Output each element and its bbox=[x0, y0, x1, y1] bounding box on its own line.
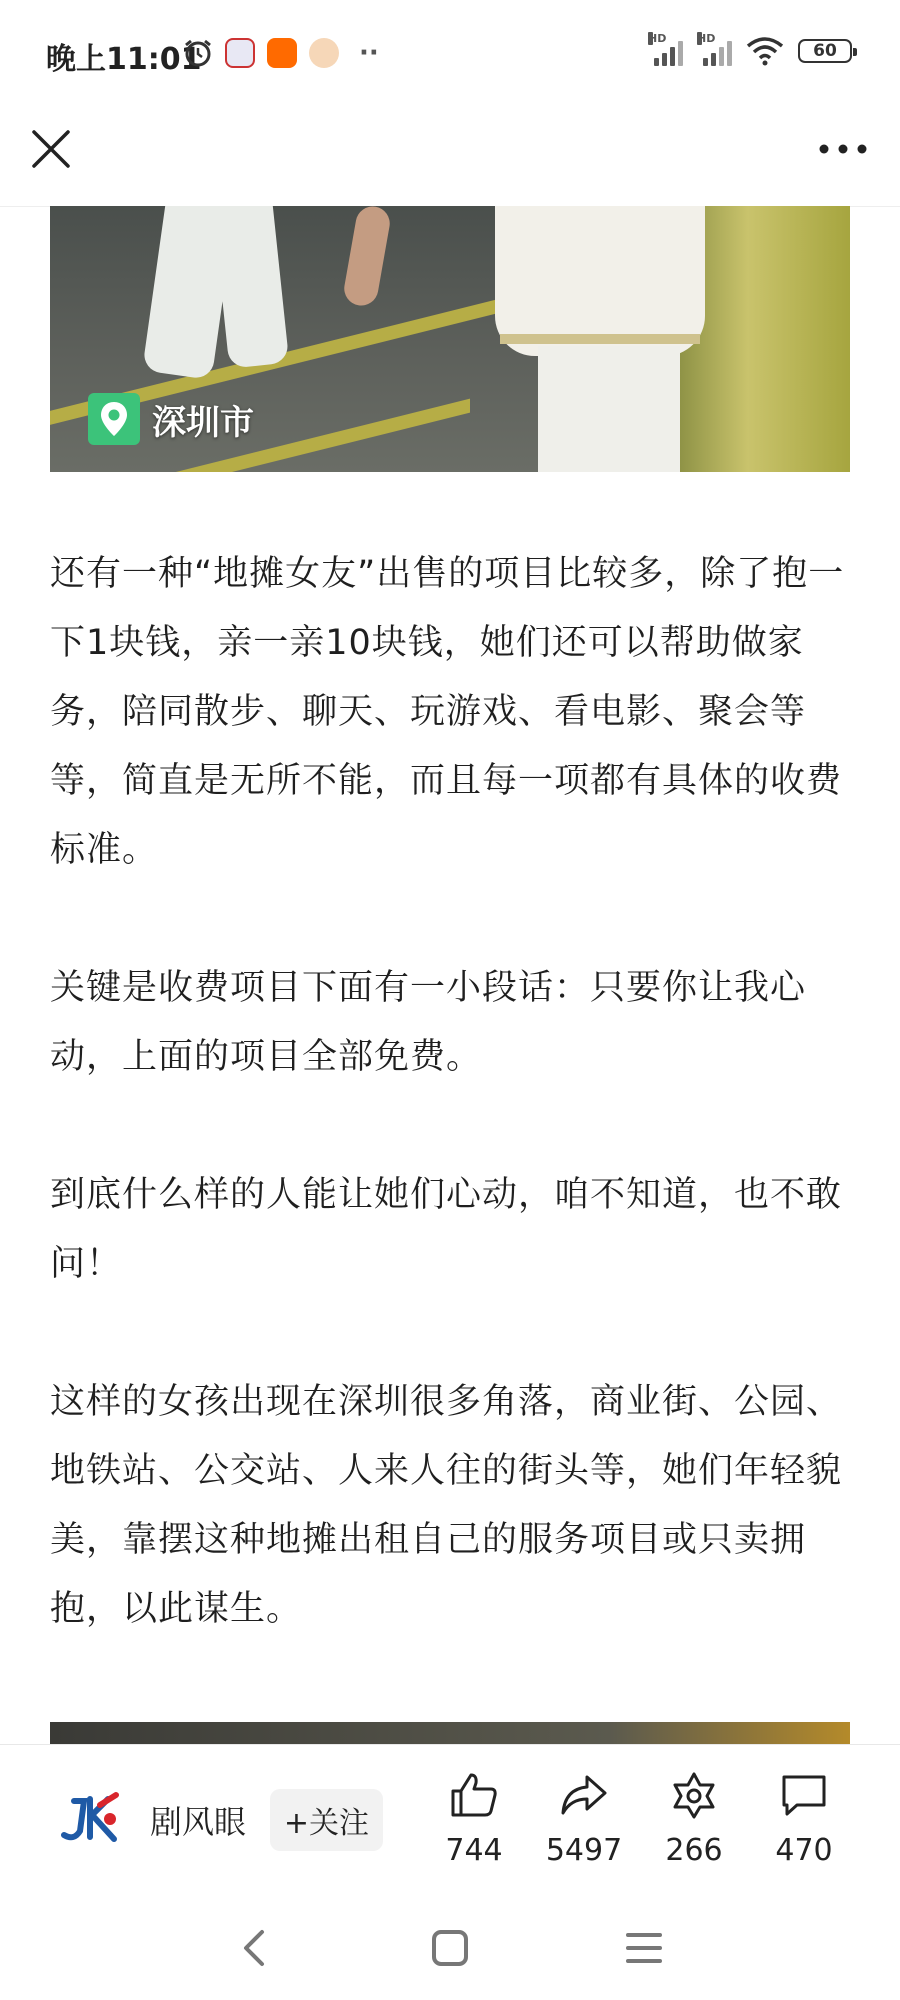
location-label: 深圳市 bbox=[152, 402, 254, 443]
photo-leg bbox=[211, 206, 289, 369]
status-system-icons bbox=[648, 32, 852, 66]
favorite-count: 266 bbox=[665, 1833, 723, 1868]
article-body bbox=[50, 540, 856, 1713]
like-count: 744 bbox=[445, 1833, 503, 1868]
share-count: 5497 bbox=[545, 1833, 623, 1868]
back-icon[interactable] bbox=[232, 1924, 280, 1972]
photo-skirt-hem bbox=[500, 334, 700, 344]
cartoon-app-icon bbox=[309, 38, 339, 68]
wifi-icon bbox=[746, 36, 784, 66]
author-name[interactable]: 剧风眼 bbox=[150, 1803, 247, 1841]
photo-dress bbox=[538, 346, 680, 472]
photo-leg bbox=[342, 206, 393, 308]
signal-icon: HD bbox=[648, 36, 683, 66]
top-navigation-bar bbox=[0, 110, 900, 207]
status-time: 晚上11:01 bbox=[46, 42, 202, 77]
article-paragraph: 到底什么样的人能让她们心动，咱不知道，也不敢问！ bbox=[50, 1175, 843, 1284]
thumbs-up-icon bbox=[449, 1771, 499, 1819]
menu-icon[interactable] bbox=[620, 1924, 668, 1972]
favorite-star-icon bbox=[669, 1771, 719, 1819]
location-pin-icon bbox=[88, 393, 140, 445]
more-horizontal-icon[interactable] bbox=[816, 134, 870, 164]
comment-count: 470 bbox=[775, 1833, 833, 1868]
status-bar bbox=[0, 0, 900, 110]
article-paragraph: 这样的女孩出现在深圳很多角落，商业街、公园、地铁站、公交站、人来人往的街头等，她们年轻貌美，靠摆这种地摊出租自己的服务项目或只卖拥抱，以此谋生。 bbox=[50, 1382, 843, 1629]
article-image[interactable] bbox=[50, 206, 850, 472]
bottom-action-bar bbox=[0, 1744, 900, 1895]
close-icon[interactable] bbox=[28, 126, 74, 172]
comment-icon bbox=[779, 1771, 829, 1819]
more-notifications-icon: ·· bbox=[359, 38, 379, 68]
article-paragraph: 还有一种“地摊女友”出售的项目比较多，除了抱一下1块钱，亲一亲10块钱，她们还可以帮助做家务，陪同散步、聊天、玩游戏、看电影、聚会等等，简直是无所不能，而且每一项都有具体的收费标准。 bbox=[50, 554, 845, 870]
like-button[interactable] bbox=[419, 1771, 529, 1868]
article-image-2[interactable] bbox=[50, 1722, 850, 1744]
location-tag bbox=[88, 392, 254, 446]
app-notification-icon bbox=[225, 38, 255, 68]
mi-app-icon bbox=[267, 38, 297, 68]
system-navigation-bar bbox=[0, 1894, 900, 2000]
signal-icon-2: HD bbox=[697, 36, 732, 66]
alarm-icon bbox=[183, 38, 213, 68]
battery-icon: 60 bbox=[798, 39, 852, 63]
photo-pillar bbox=[680, 206, 850, 472]
share-icon bbox=[559, 1771, 609, 1819]
favorite-button[interactable] bbox=[639, 1771, 749, 1868]
status-notification-icons bbox=[183, 38, 379, 68]
share-button[interactable] bbox=[529, 1771, 639, 1868]
author-logo-icon[interactable] bbox=[60, 1791, 122, 1847]
follow-button[interactable]: +关注 bbox=[270, 1789, 383, 1851]
article-paragraph: 关键是收费项目下面有一小段话：只要你让我心动，上面的项目全部免费。 bbox=[50, 968, 807, 1077]
comment-button[interactable] bbox=[749, 1771, 859, 1868]
home-icon[interactable] bbox=[426, 1924, 474, 1972]
